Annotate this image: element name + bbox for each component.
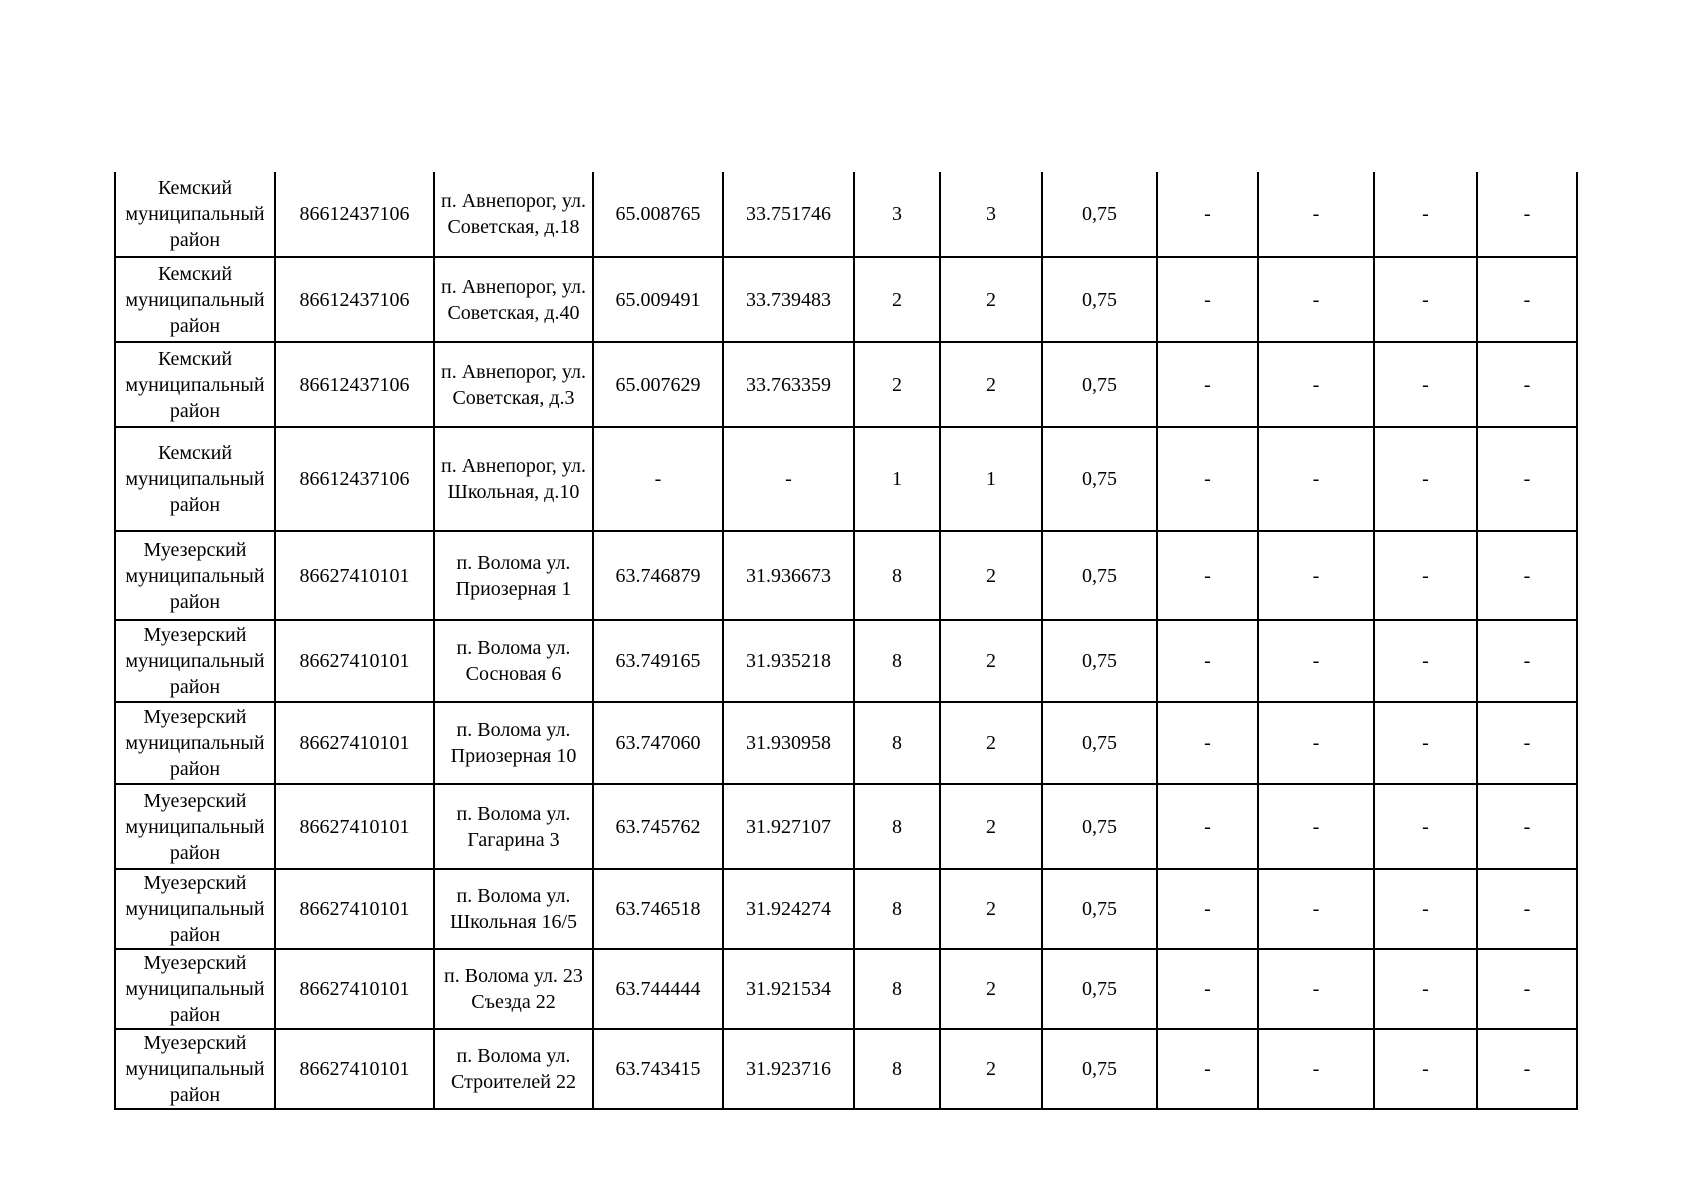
value-cell-3: 0,75 (1042, 869, 1157, 949)
value-cell-7: - (1477, 784, 1577, 869)
value-cell-1: 8 (854, 869, 940, 949)
latitude-cell: 65.008765 (593, 172, 723, 257)
address-cell: п. Авнепорог, ул. Советская, д.18 (434, 172, 593, 257)
value-cell-3: 0,75 (1042, 1029, 1157, 1109)
table-row (115, 702, 1577, 784)
longitude-cell: 31.936673 (723, 531, 854, 620)
value-cell-6: - (1374, 427, 1477, 531)
value-cell-7: - (1477, 342, 1577, 427)
longitude-cell: 33.763359 (723, 342, 854, 427)
value-cell-6: - (1374, 869, 1477, 949)
value-cell-5: - (1258, 869, 1374, 949)
value-cell-2: 2 (940, 620, 1042, 702)
address-cell: п. Авнепорог, ул. Школьная, д.10 (434, 427, 593, 531)
address-cell: п. Волома ул. 23 Съезда 22 (434, 949, 593, 1029)
value-cell-2: 3 (940, 172, 1042, 257)
value-cell-1: 1 (854, 427, 940, 531)
value-cell-3: 0,75 (1042, 620, 1157, 702)
registry-table (114, 172, 1578, 1110)
value-cell-3: 0,75 (1042, 784, 1157, 869)
value-cell-1: 8 (854, 702, 940, 784)
value-cell-4: - (1157, 949, 1258, 1029)
value-cell-7: - (1477, 949, 1577, 1029)
oktmo-cell: 86627410101 (275, 620, 434, 702)
value-cell-4: - (1157, 172, 1258, 257)
table-row (115, 342, 1577, 427)
value-cell-3: 0,75 (1042, 949, 1157, 1029)
value-cell-1: 8 (854, 949, 940, 1029)
value-cell-2: 2 (940, 531, 1042, 620)
latitude-cell: - (593, 427, 723, 531)
value-cell-2: 2 (940, 949, 1042, 1029)
value-cell-6: - (1374, 257, 1477, 342)
value-cell-5: - (1258, 949, 1374, 1029)
value-cell-5: - (1258, 427, 1374, 531)
oktmo-cell: 86627410101 (275, 1029, 434, 1109)
oktmo-cell: 86612437106 (275, 257, 434, 342)
value-cell-4: - (1157, 427, 1258, 531)
district-cell: Муезерский муниципальный район (115, 784, 275, 869)
longitude-cell: 31.935218 (723, 620, 854, 702)
value-cell-5: - (1258, 784, 1374, 869)
latitude-cell: 65.009491 (593, 257, 723, 342)
value-cell-3: 0,75 (1042, 342, 1157, 427)
value-cell-7: - (1477, 869, 1577, 949)
oktmo-cell: 86627410101 (275, 531, 434, 620)
value-cell-1: 2 (854, 342, 940, 427)
value-cell-3: 0,75 (1042, 427, 1157, 531)
district-cell: Муезерский муниципальный район (115, 949, 275, 1029)
value-cell-4: - (1157, 784, 1258, 869)
latitude-cell: 63.746879 (593, 531, 723, 620)
district-cell: Муезерский муниципальный район (115, 531, 275, 620)
value-cell-6: - (1374, 172, 1477, 257)
value-cell-3: 0,75 (1042, 172, 1157, 257)
value-cell-4: - (1157, 531, 1258, 620)
address-cell: п. Волома ул. Сосновая 6 (434, 620, 593, 702)
value-cell-3: 0,75 (1042, 531, 1157, 620)
address-cell: п. Волома ул. Приозерная 1 (434, 531, 593, 620)
value-cell-5: - (1258, 620, 1374, 702)
longitude-cell: 31.921534 (723, 949, 854, 1029)
value-cell-4: - (1157, 620, 1258, 702)
value-cell-2: 2 (940, 702, 1042, 784)
latitude-cell: 63.746518 (593, 869, 723, 949)
value-cell-1: 2 (854, 257, 940, 342)
value-cell-1: 3 (854, 172, 940, 257)
table-row (115, 784, 1577, 869)
oktmo-cell: 86612437106 (275, 342, 434, 427)
value-cell-5: - (1258, 257, 1374, 342)
address-cell: п. Волома ул. Приозерная 10 (434, 702, 593, 784)
table-row (115, 531, 1577, 620)
table-row (115, 172, 1577, 257)
value-cell-4: - (1157, 342, 1258, 427)
value-cell-4: - (1157, 702, 1258, 784)
latitude-cell: 63.743415 (593, 1029, 723, 1109)
address-cell: п. Волома ул. Школьная 16/5 (434, 869, 593, 949)
address-cell: п. Волома ул. Строителей 22 (434, 1029, 593, 1109)
oktmo-cell: 86627410101 (275, 869, 434, 949)
address-cell: п. Волома ул. Гагарина 3 (434, 784, 593, 869)
value-cell-1: 8 (854, 531, 940, 620)
value-cell-4: - (1157, 869, 1258, 949)
value-cell-1: 8 (854, 784, 940, 869)
value-cell-6: - (1374, 949, 1477, 1029)
value-cell-5: - (1258, 342, 1374, 427)
district-cell: Муезерский муниципальный район (115, 1029, 275, 1109)
district-cell: Кемский муниципальный район (115, 172, 275, 257)
table-row (115, 949, 1577, 1029)
value-cell-1: 8 (854, 620, 940, 702)
value-cell-6: - (1374, 702, 1477, 784)
value-cell-6: - (1374, 342, 1477, 427)
value-cell-7: - (1477, 172, 1577, 257)
district-cell: Кемский муниципальный район (115, 427, 275, 531)
latitude-cell: 63.749165 (593, 620, 723, 702)
value-cell-1: 8 (854, 1029, 940, 1109)
value-cell-5: - (1258, 531, 1374, 620)
oktmo-cell: 86612437106 (275, 427, 434, 531)
table-row (115, 427, 1577, 531)
table-row (115, 257, 1577, 342)
value-cell-2: 2 (940, 869, 1042, 949)
value-cell-2: 2 (940, 342, 1042, 427)
address-cell: п. Авнепорог, ул. Советская, д.40 (434, 257, 593, 342)
district-cell: Кемский муниципальный район (115, 342, 275, 427)
value-cell-7: - (1477, 620, 1577, 702)
value-cell-6: - (1374, 620, 1477, 702)
value-cell-3: 0,75 (1042, 257, 1157, 342)
oktmo-cell: 86627410101 (275, 784, 434, 869)
value-cell-2: 1 (940, 427, 1042, 531)
district-cell: Кемский муниципальный район (115, 257, 275, 342)
longitude-cell: 31.923716 (723, 1029, 854, 1109)
value-cell-5: - (1258, 702, 1374, 784)
value-cell-2: 2 (940, 784, 1042, 869)
latitude-cell: 63.744444 (593, 949, 723, 1029)
value-cell-5: - (1258, 1029, 1374, 1109)
district-cell: Муезерский муниципальный район (115, 702, 275, 784)
value-cell-2: 2 (940, 1029, 1042, 1109)
longitude-cell: 31.924274 (723, 869, 854, 949)
oktmo-cell: 86612437106 (275, 172, 434, 257)
latitude-cell: 63.747060 (593, 702, 723, 784)
longitude-cell: 33.739483 (723, 257, 854, 342)
value-cell-7: - (1477, 702, 1577, 784)
oktmo-cell: 86627410101 (275, 949, 434, 1029)
table-row (115, 620, 1577, 702)
table-row (115, 1029, 1577, 1109)
value-cell-7: - (1477, 531, 1577, 620)
value-cell-5: - (1258, 172, 1374, 257)
latitude-cell: 63.745762 (593, 784, 723, 869)
value-cell-6: - (1374, 784, 1477, 869)
value-cell-2: 2 (940, 257, 1042, 342)
value-cell-7: - (1477, 1029, 1577, 1109)
address-cell: п. Авнепорог, ул. Советская, д.3 (434, 342, 593, 427)
value-cell-6: - (1374, 1029, 1477, 1109)
longitude-cell: 33.751746 (723, 172, 854, 257)
district-cell: Муезерский муниципальный район (115, 620, 275, 702)
value-cell-4: - (1157, 257, 1258, 342)
latitude-cell: 65.007629 (593, 342, 723, 427)
value-cell-4: - (1157, 1029, 1258, 1109)
longitude-cell: - (723, 427, 854, 531)
district-cell: Муезерский муниципальный район (115, 869, 275, 949)
oktmo-cell: 86627410101 (275, 702, 434, 784)
longitude-cell: 31.927107 (723, 784, 854, 869)
table-row (115, 869, 1577, 949)
value-cell-7: - (1477, 257, 1577, 342)
value-cell-3: 0,75 (1042, 702, 1157, 784)
longitude-cell: 31.930958 (723, 702, 854, 784)
value-cell-7: - (1477, 427, 1577, 531)
value-cell-6: - (1374, 531, 1477, 620)
